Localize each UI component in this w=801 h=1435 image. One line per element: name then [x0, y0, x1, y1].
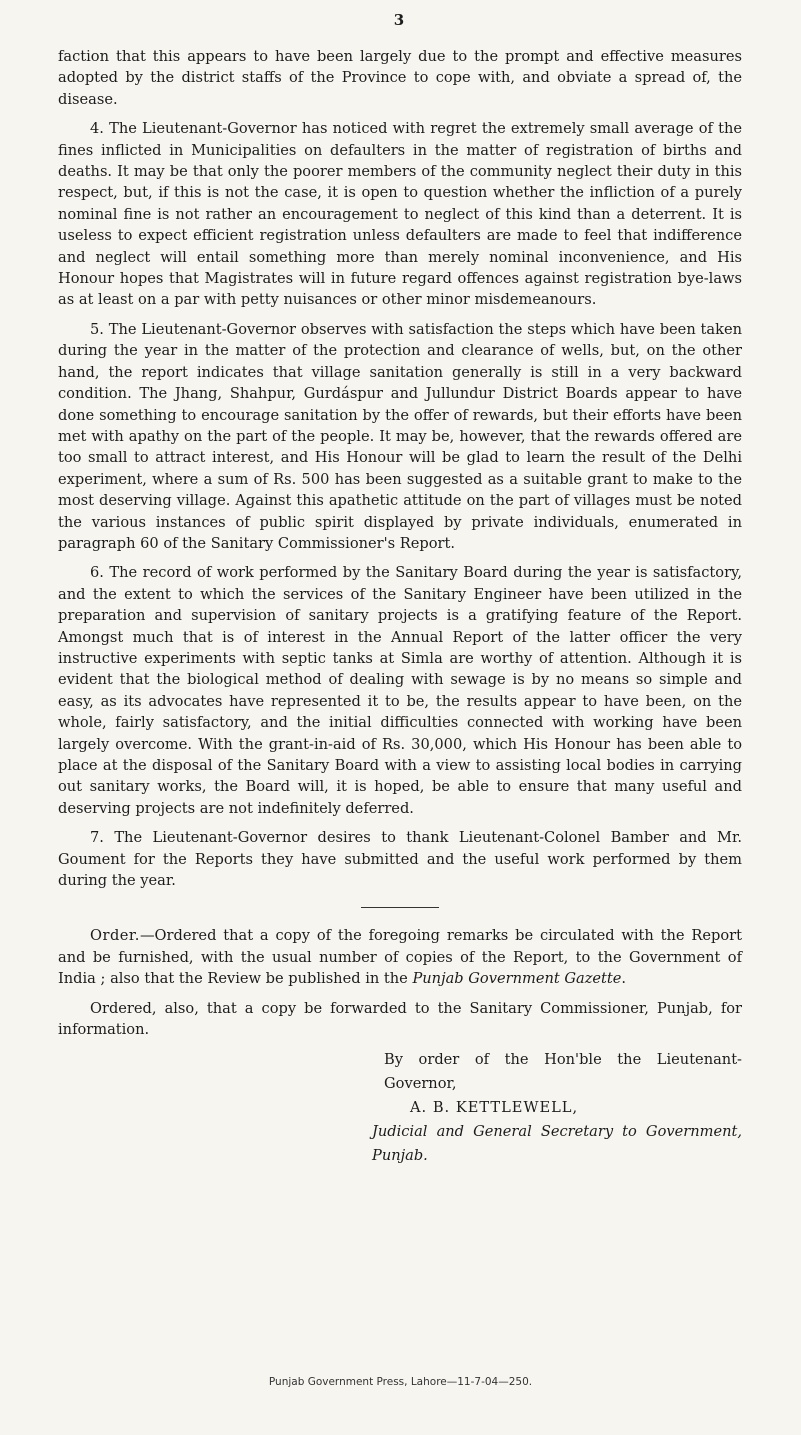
order-end: . — [621, 970, 627, 988]
signatory-name: A. B. KETTLEWELL, — [410, 1099, 579, 1117]
order-also-paragraph: Ordered, also, that a copy be forwarded to the Sanitary Commissioner, Punjab, for information. — [58, 999, 742, 1039]
page-number: 3 — [393, 11, 405, 29]
document-body — [58, 46, 742, 1168]
order-text: —Ordered that a copy of the foregoing remarks be circulated with the Report and be furnished, with the usual number of copies of the Report, to the Government of India ; also that the Review be published in the — [58, 927, 742, 988]
paragraph-4: 4. The Lieutenant-Governor has noticed with regret the extremely small average of the fines inflicted in Municipalities on defaulters in the matter of registration of births and deaths. It may be that only the poorer members of the community neglect their duty in this respect, but, if this is not the case, it is open to question whether the infliction of a purely nominal fine is not rather an encouragement to neglect of this kind than a deterrent. It is useless to expect efficient registration unless defaulters are made to feel that indifference and neglect will entail something more than merely nominal inconvenience, and His Honour hopes that Magistrates will in future regard offences against registration bye-laws as at least on a par with petty nuisances or other minor misdemeanours. — [58, 120, 742, 309]
signature-block — [372, 1048, 742, 1168]
paragraph-5: 5. The Lieutenant-Governor observes with satisfaction the steps which have been taken during the year in the matter of the protection and clearance of wells, but, on the other hand, the report indicates that village sanitation generally is still in a very backward condition. The Jhang, Shahpur, Gurdáspur and Jullundur District Boards appear to have done something to encourage sanitation by the offer of rewards, but their efforts have been met with apathy on the part of the people. It may be, however, that the rewards offered are too small to attract interest, and His Honour will be glad to learn the result of the Delhi experiment, where a sum of Rs. 500 has been suggested as a suitable grant to make to the most deserving village. Against this apathetic attitude on the part of villages must be noted the various instances of public spirit displayed by private individuals, enumerated in paragraph 60 of the Sanitary Commissioner's Report. — [58, 320, 742, 552]
signatory-title: Judicial and General Secretary to Government, Punjab. — [372, 1123, 742, 1165]
order-paragraph — [58, 925, 742, 989]
gazette-name: Punjab Government Gazette — [412, 970, 622, 988]
paragraph-7: 7. The Lieutenant-Governor desires to thank Lieutenant-Colonel Bamber and Mr. Goument for the Reports they have submitted and the useful work performed by them during the year. — [58, 829, 742, 890]
paragraph-continuation: faction that this appears to have been largely due to the prompt and effective measures adopted by the district staffs of the Province to cope with, and obviate a spread of, the disease. — [58, 48, 742, 108]
order-label: Order. — [90, 927, 140, 945]
paragraph-6: 6. The record of work performed by the Sanitary Board during the year is satisfactory, and the extent to which the services of the Sanitary Engineer have been utilized in the preparation and supervision of sanitary projects is a gratifying feature of the Report. Amongst much that is of interest in the Annual Report of the latter officer the very instructive experiments with septic tanks at Simla are worthy of attention. Although it is evident that the biological method of dealing with sewage is by no means so simple and easy, as its advocates have represented it to be, the results appear to have been, on the whole, fairly satisfactory, and the initial difficulties connected with working have been largely overcome. With the grant-in-aid of Rs. 30,000, which His Honour has been able to place at the disposal of the Sanitary Board with a view to assisting local bodies in carrying out sanitary works, the Board will, it is hoped, be able to ensure that many useful and deserving projects are not indefinitely deferred. — [58, 564, 742, 817]
signature-authority: By order of the Hon'ble the Lieutenant-Governor, — [384, 1051, 742, 1093]
section-divider — [361, 907, 439, 908]
printer-footer: Punjab Government Press, Lahore—11-7-04—250. — [268, 1376, 533, 1388]
